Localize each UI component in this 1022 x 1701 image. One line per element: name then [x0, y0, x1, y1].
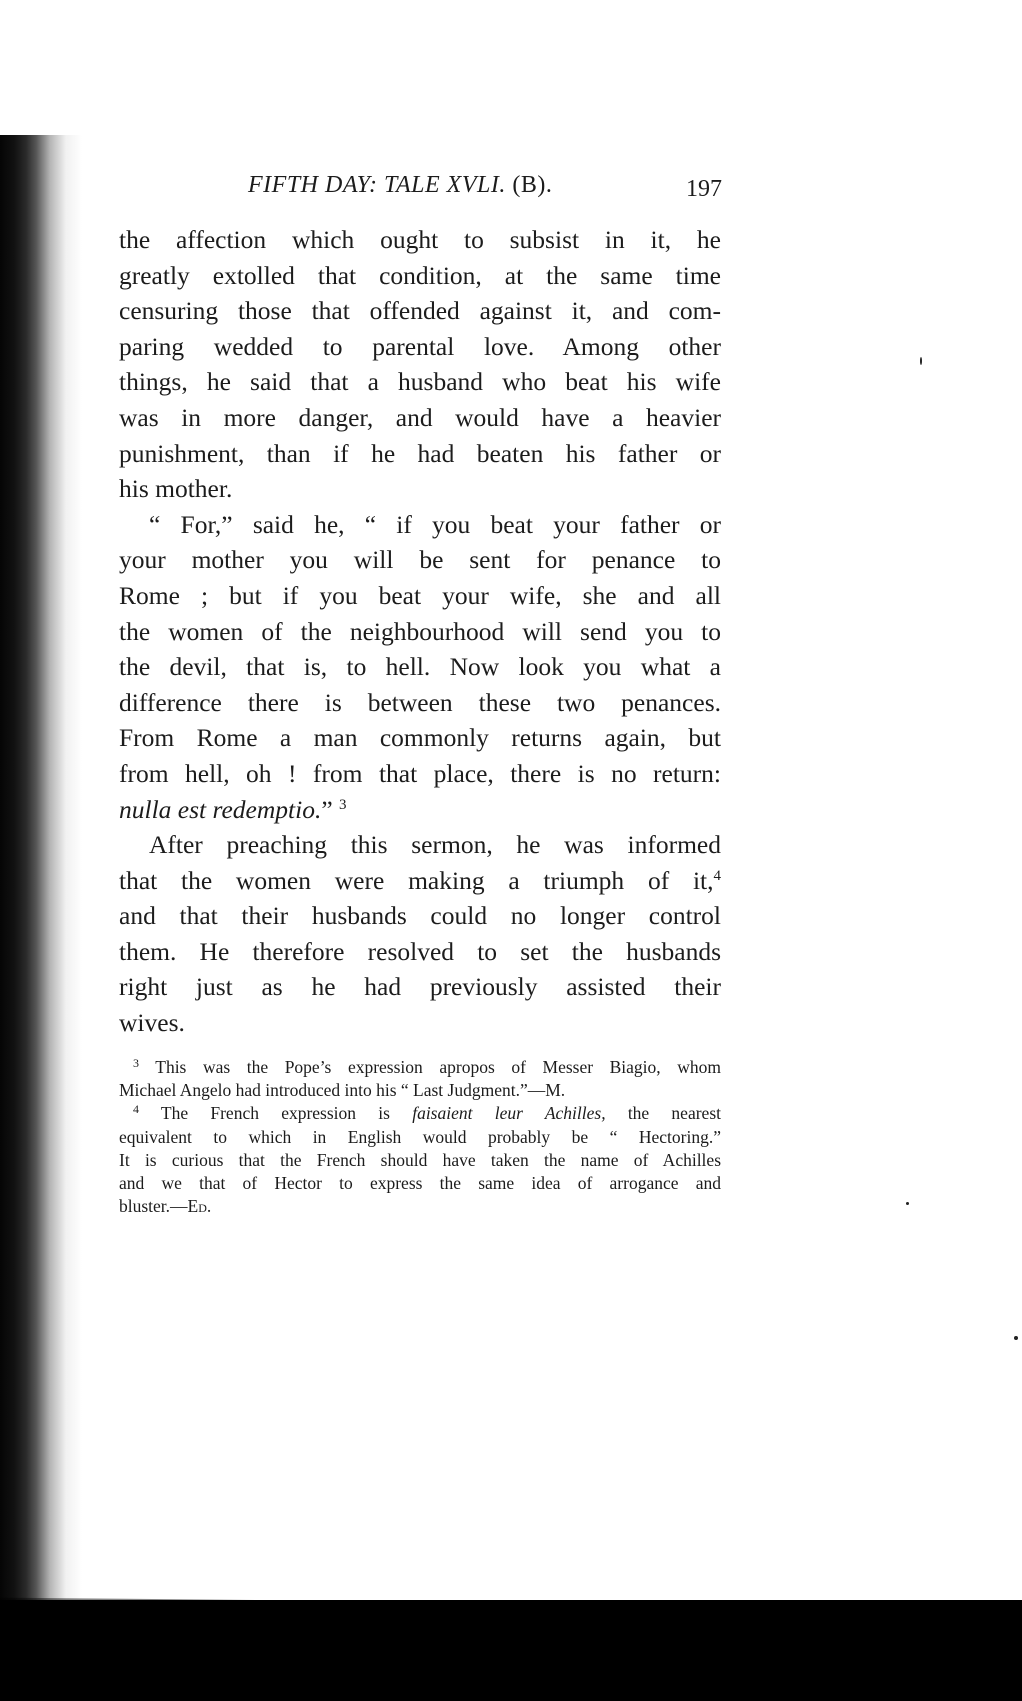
footnote-text: bluster.— [119, 1196, 188, 1217]
binding-shadow [0, 135, 82, 1605]
text-line: from hell, oh ! from that place, there is no return: [119, 758, 721, 788]
text-line: your mother you will be sent for penance to [119, 545, 721, 575]
text-line: and that their husbands could no longer control [119, 901, 721, 931]
footnote-text: The French expression is [139, 1103, 413, 1124]
text-line: the affection which ought to subsist in it, he [119, 225, 721, 254]
scan-speck [1014, 1336, 1018, 1340]
footnote-3 [119, 1056, 721, 1079]
text-line: After preaching this sermon, he was informed [149, 830, 721, 860]
scanner-band [0, 1600, 1022, 1701]
page-number: 197 [686, 176, 722, 202]
footnote-line [119, 1195, 721, 1218]
text-line: the devil, that is, to hell. Now look you what a [119, 652, 721, 682]
text-line: “ For,” said he, “ if you beat your father or [149, 509, 721, 539]
footnote-4 [119, 1102, 721, 1125]
latin-quote: nulla est redemptio. [119, 794, 322, 824]
running-head [118, 168, 722, 208]
scan-speck [906, 1202, 909, 1205]
scan-speck [920, 357, 922, 365]
running-title-suffix: (B). [505, 172, 553, 198]
quote-close: ” [321, 794, 340, 824]
text-line: right just as he had previously assisted their [119, 972, 721, 1002]
text-line: was in more danger, and would have a heavier [119, 402, 721, 432]
text-line [119, 792, 721, 828]
text-line: greatly extolled that condition, at the same time [119, 260, 721, 290]
editor-mark: Ed. [187, 1196, 212, 1217]
footnote-line: Michael Angelo had introduced into his “ Last Judgment.”—M. [119, 1080, 566, 1101]
text-line-content: that the women were making a triumph of it, [119, 865, 714, 895]
footnote-mark: 3 [133, 1056, 139, 1070]
running-title-italic: FIFTH DAY: TALE XVLI. [248, 172, 506, 198]
text-line: wives. [119, 1008, 185, 1038]
footnote-ref: 4 [713, 867, 721, 884]
footnote-line: and we that of Hector to express the same idea of arrogance and [119, 1172, 721, 1193]
text-line: paring wedded to parental love. Among other [119, 331, 721, 361]
footnote-line: equivalent to which in English would probably be “ Hectoring.” [119, 1126, 721, 1147]
text-line: punishment, than if he had beaten his father or [119, 438, 721, 468]
body-text [119, 222, 721, 1041]
text-line: difference there is between these two penances. [119, 687, 721, 717]
footnote-text: the nearest [605, 1103, 721, 1124]
text-line [119, 863, 721, 899]
text-line: Rome ; but if you beat your wife, she and all [119, 580, 721, 610]
text-line: his mother. [119, 474, 233, 504]
running-title [248, 172, 552, 199]
text-line: them. He therefore resolved to set the husbands [119, 936, 721, 966]
footnote-text: This was the Pope’s expression apropos of Messer Biagio, whom [139, 1057, 721, 1077]
footnote-ref: 3 [339, 796, 347, 813]
footnote-mark: 4 [133, 1102, 139, 1117]
footnote-line: It is curious that the French should have taken the name of Achilles [119, 1149, 721, 1170]
footnote-french-phrase: faisaient leur Achilles, [412, 1103, 606, 1124]
text-line: censuring those that offended against it, and com- [119, 296, 721, 326]
text-line: things, he said that a husband who beat his wife [119, 367, 721, 397]
text-line: From Rome a man commonly returns again, but [119, 723, 721, 753]
footnotes [119, 1056, 721, 1218]
text-line: the women of the neighbourhood will send you to [119, 616, 721, 646]
